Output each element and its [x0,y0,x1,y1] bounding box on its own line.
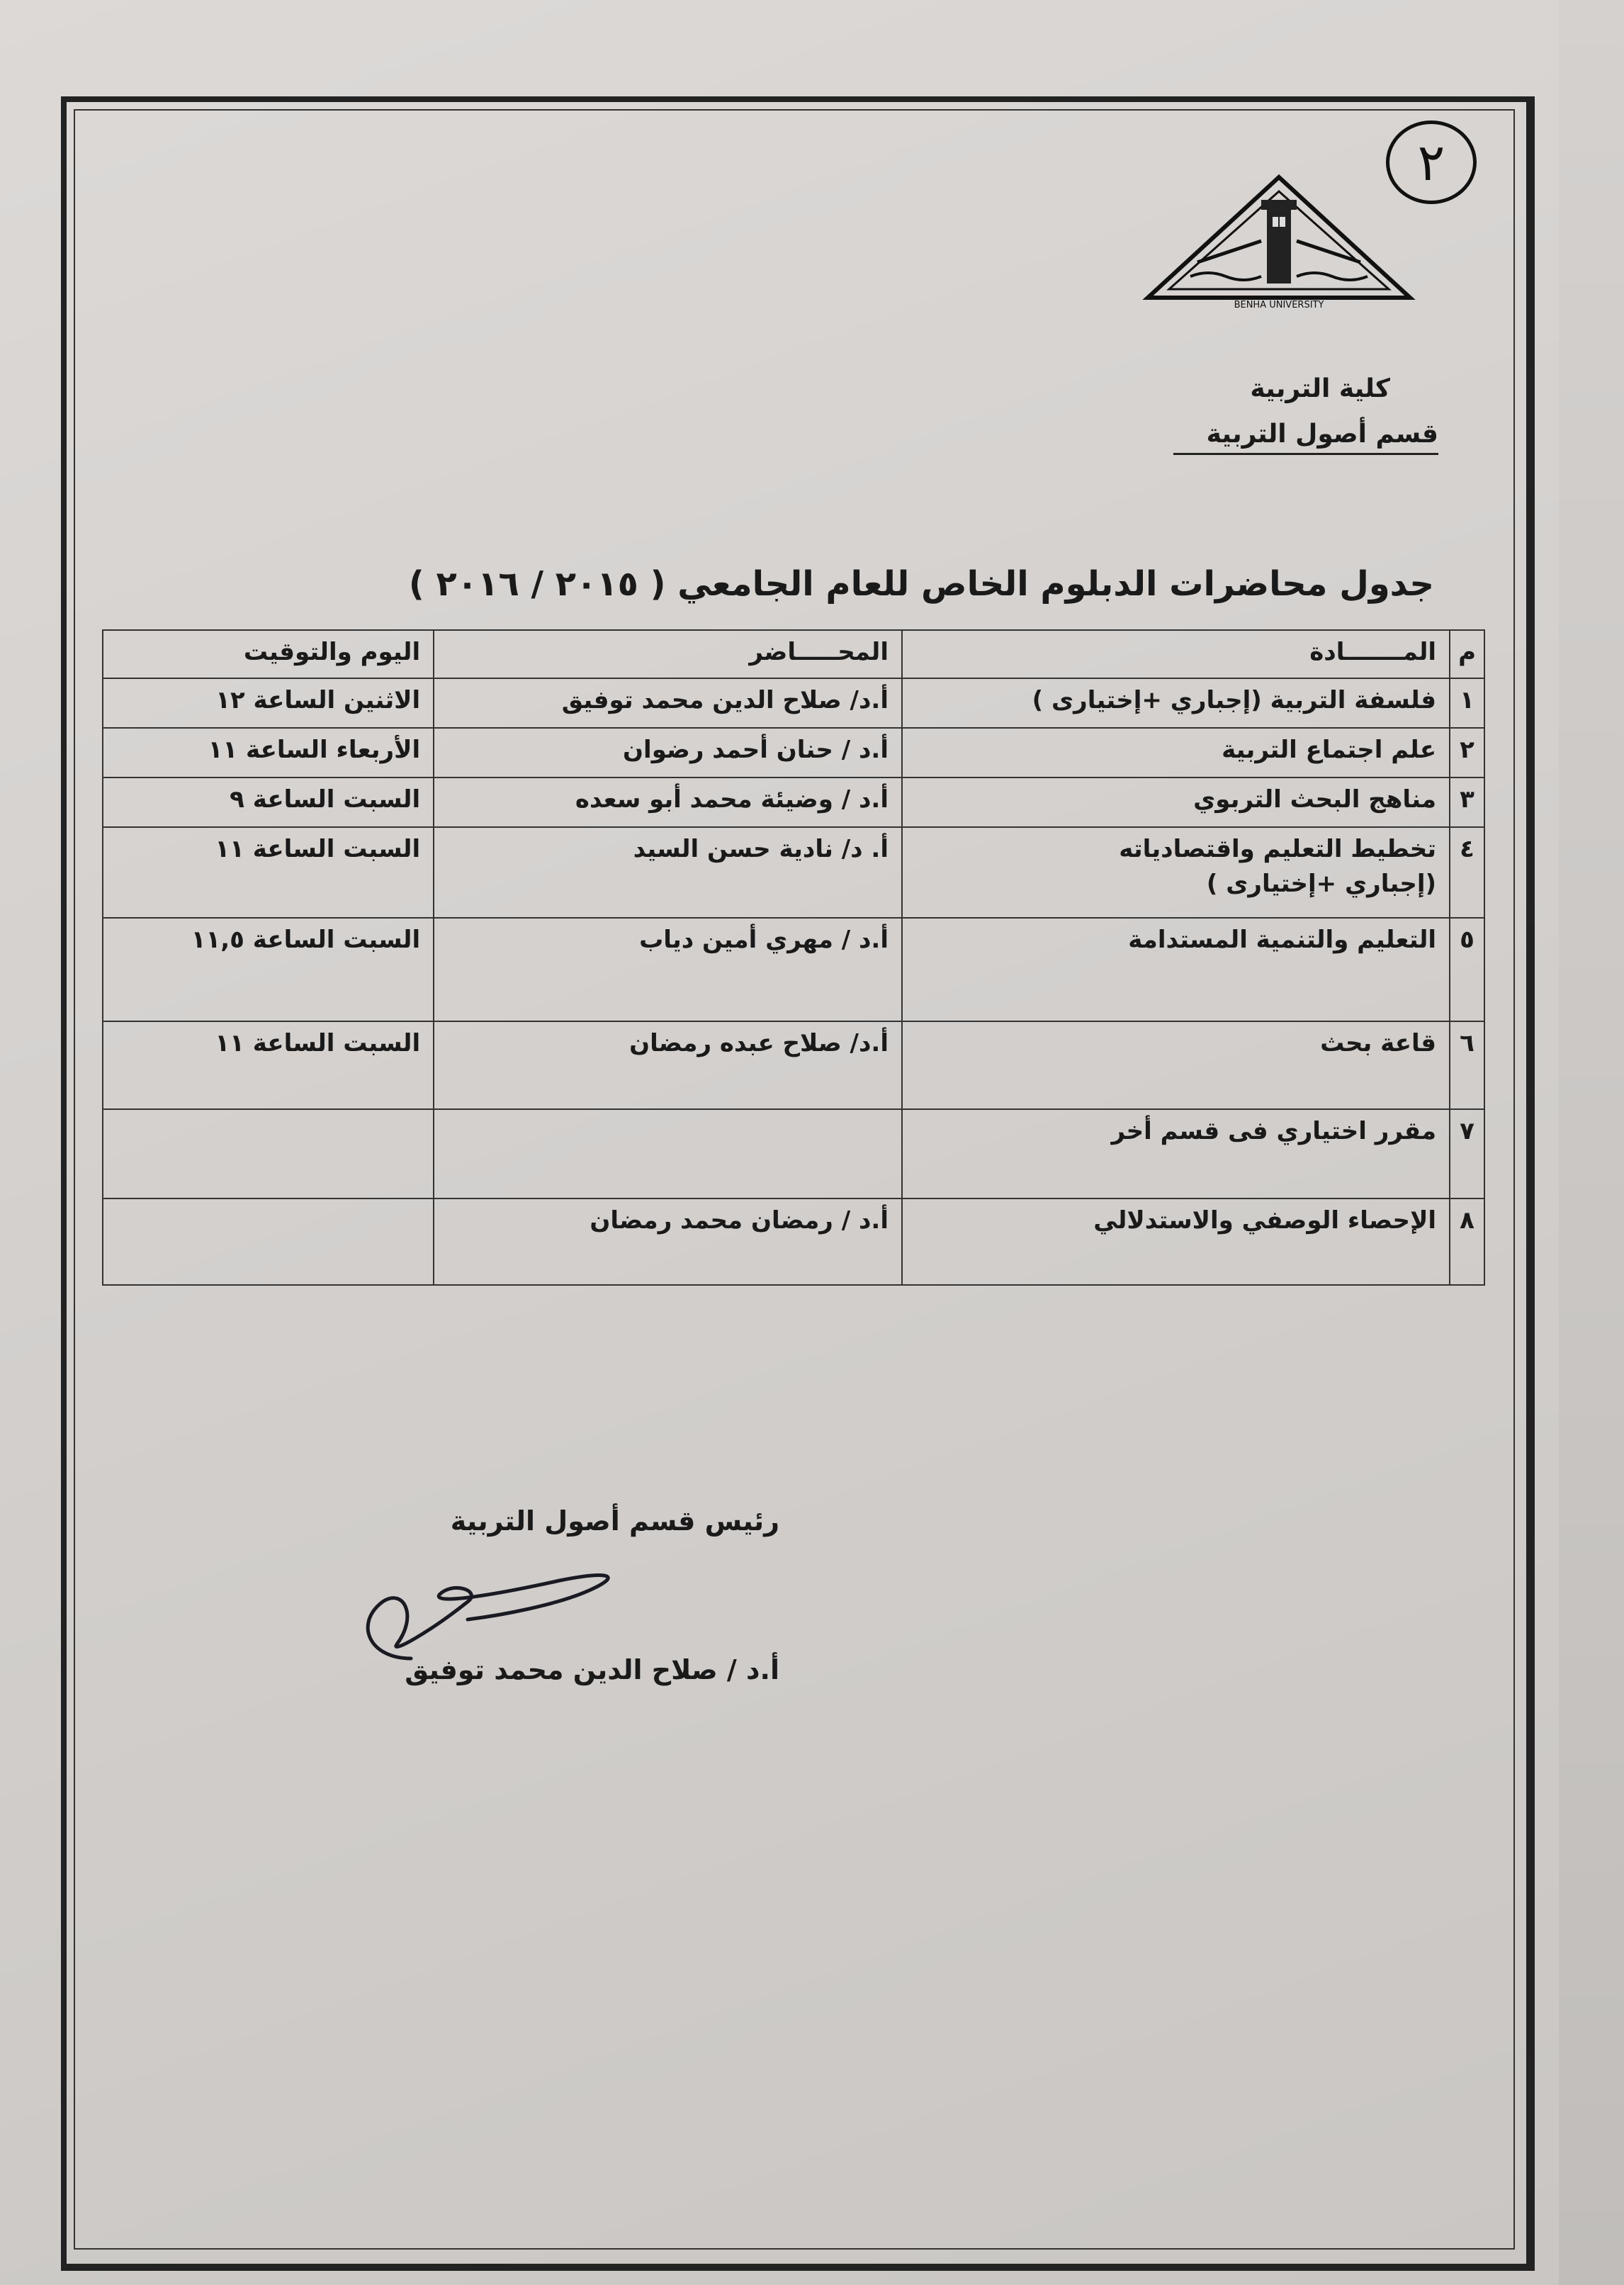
row-num: ٥ [1450,918,1484,1021]
page-number-circle: ٢ [1386,120,1477,204]
subject-text: مقرر اختياري فى قسم أخر [1111,1117,1437,1145]
header-subject: المـــــــادة [902,630,1450,678]
subject-text: مناهج البحث التربوي [1193,785,1437,814]
row-num: ٦ [1450,1021,1484,1109]
row-subject [902,1021,1450,1109]
university-logo [1141,163,1417,312]
department-name: قسم أصول التربية [1173,420,1438,455]
table-row [103,918,1484,1021]
table-row [103,1109,1484,1198]
row-lecturer: أ.د / حنان أحمد رضوان [434,728,902,777]
row-time: السبت الساعة ١١ [103,1021,434,1109]
row-lecturer: أ. د/ نادية حسن السيد [434,827,902,918]
row-subject [902,1109,1450,1198]
header-lecturer: المحـــــاضر [434,630,902,678]
row-time [103,1198,434,1285]
row-subject [902,728,1450,777]
row-time: السبت الساعة ١١,٥ [103,918,434,1021]
table-row [103,1021,1484,1109]
table-row [103,777,1484,827]
row-lecturer [434,1109,902,1198]
row-time: الاثنين الساعة ١٢ [103,678,434,728]
row-subject [902,777,1450,827]
header-num: م [1450,630,1484,678]
header-time: اليوم والتوقيت [103,630,434,678]
subject-text: التعليم والتنمية المستدامة [1128,926,1437,954]
row-subject [902,1198,1450,1285]
row-num: ٨ [1450,1198,1484,1285]
department-head-name: أ.د / صلاح الدين محمد توفيق [405,1654,779,1685]
subject-text: تخطيط التعليم واقتصادياته [1119,835,1437,863]
department-head-title: رئيس قسم أصول التربية [450,1505,779,1537]
row-lecturer: أ.د/ صلاح الدين محمد توفيق [434,678,902,728]
document-title: جدول محاضرات الدبلوم الخاص للعام الجامعي ( ٢٠١٥ / ٢٠١٦ ) [408,564,1434,604]
row-subject [902,827,1450,918]
lecture-schedule-table [102,629,1485,1286]
row-num: ٣ [1450,777,1484,827]
row-num: ١ [1450,678,1484,728]
table-row [103,827,1484,918]
row-lecturer: أ.د / وضيئة محمد أبو سعده [434,777,902,827]
row-subject [902,918,1450,1021]
svg-text:BENHA UNIVERSITY: BENHA UNIVERSITY [1234,300,1324,310]
row-lecturer: أ.د / رمضان محمد رمضان [434,1198,902,1285]
row-num: ٤ [1450,827,1484,918]
subject-text: قاعة بحث [1320,1029,1437,1057]
row-lecturer: أ.د / مهري أمين دياب [434,918,902,1021]
row-time [103,1109,434,1198]
table-row [103,728,1484,777]
row-subject [902,678,1450,728]
row-time: السبت الساعة ١١ [103,827,434,918]
subject-note: (إجباري +إختيارى ) [1206,870,1437,899]
faculty-name: كلية التربية [1250,374,1390,403]
subject-text: علم اجتماع التربية [1222,736,1437,764]
subject-text: فلسفة التربية (إجباري +إختيارى ) [1032,686,1437,714]
subject-text: الإحصاء الوصفي والاستدلالي [1093,1206,1437,1235]
row-time: الأربعاء الساعة ١١ [103,728,434,777]
row-num: ٢ [1450,728,1484,777]
table-row [103,678,1484,728]
row-num: ٧ [1450,1109,1484,1198]
row-lecturer: أ.د/ صلاح عبده رمضان [434,1021,902,1109]
row-time: السبت الساعة ٩ [103,777,434,827]
table-row [103,1198,1484,1285]
signature-block [241,1495,779,1722]
table-header-row [103,630,1484,678]
